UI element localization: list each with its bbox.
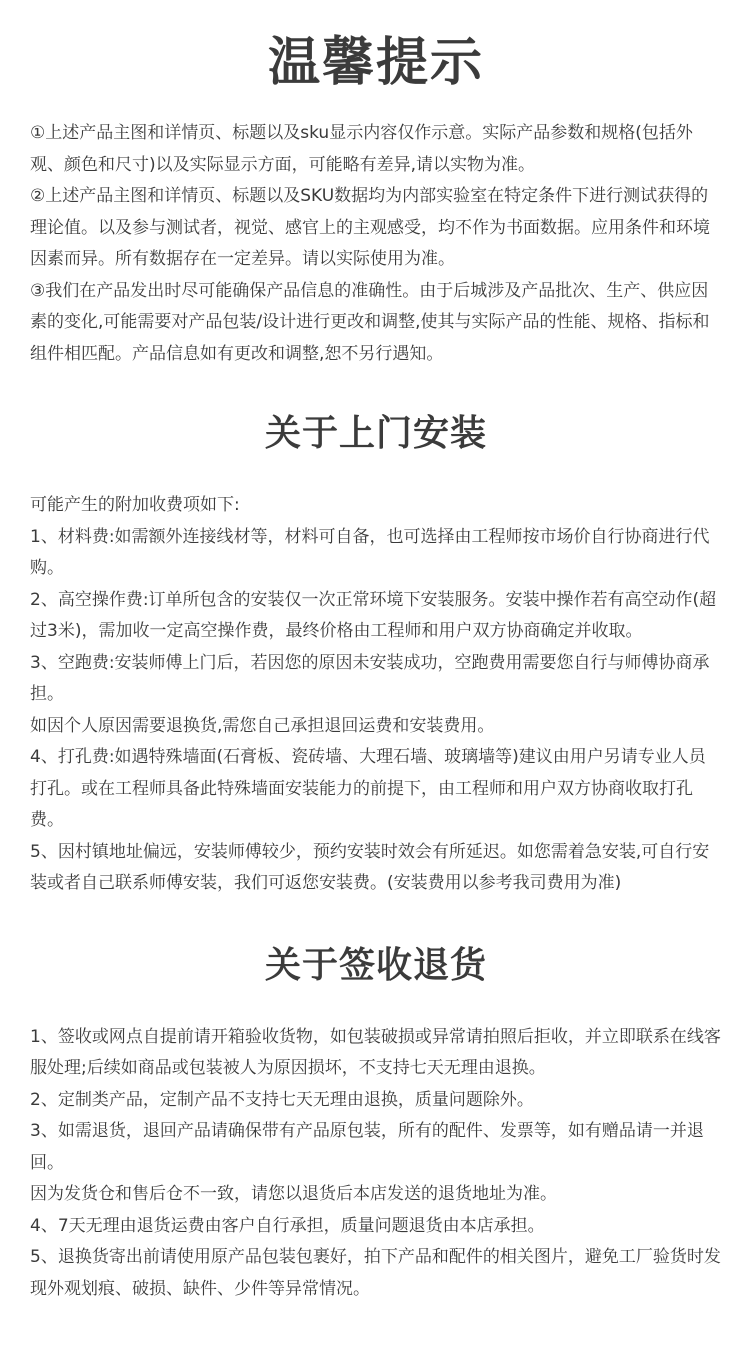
returns-paragraph: 1、签收或网点自提前请开箱验收货物，如包装破损或异常请拍照后拒收，并立即联系在线客服处理;后续如商品或包装被人为原因损坏，不支持七天无理由退换。: [30, 1026, 721, 1078]
install-section-title: 关于上门安装: [264, 413, 487, 454]
returns-paragraph: 2、定制类产品，定制产品不支持七天无理由退换，质量问题除外。: [30, 1089, 534, 1110]
install-paragraph: 4、打孔费:如遇特殊墙面(石膏板、瓷砖墙、大理石墙、玻璃墙等)建议由用户另请专业人员打孔。或在工程师具备此特殊墙面安装能力的前提下，由工程师和用户双方协商收取打孔费。: [30, 747, 706, 830]
notice-section: [30, 118, 722, 370]
returns-paragraph: 3、如需退货，退回产品请确保带有产品原包装，所有的配件、发票等，如有赠品请一并退回。: [30, 1121, 704, 1173]
returns-section-title: 关于签收退货: [264, 944, 487, 986]
install-paragraph: 2、高空操作费:订单所包含的安装仅一次正常环境下安装服务。安装中操作若有高空动作(超过3米)，需加收一定高空操作费，最终价格由工程师和用户双方协商确定并收取。: [30, 589, 717, 641]
notice-paragraph: ②上述产品主图和详情页、标题以及SKU数据均为内部实验室在特定条件下进行测试获得的理论值。以及参与测试者，视觉、感官上的主观感受，均不作为书面数据。应用条件和环境因素而异。所有数据存在一定差异。请以实际使用为准。: [30, 186, 710, 269]
notice-paragraph: ①上述产品主图和详情页、标题以及sku显示内容仅作示意。实际产品参数和规格(包括外观、颜色和尺寸)以及实际显示方面，可能略有差异,请以实物为准。: [30, 123, 693, 175]
returns-section: [30, 1022, 722, 1306]
install-paragraph: 如因个人原因需要退换货,需您自己承担退回运费和安装费用。: [30, 715, 495, 736]
returns-paragraph: 4、7天无理由退货运费由客户自行承担，质量问题退货由本店承担。: [30, 1215, 545, 1236]
install-paragraph: 可能产生的附加收费项如下:: [30, 495, 240, 515]
install-paragraph: 1、材料费:如需额外连接线材等，材料可自备，也可选择由工程师按市场价自行协商进行代购。: [30, 526, 710, 578]
notice-paragraph: ③我们在产品发出时尽可能确保产品信息的准确性。由于后城涉及产品批次、生产、供应因素的变化,可能需要对产品包装/设计进行更改和调整,使其与实际产品的性能、规格、指标和组件相匹配。产品信息如有更改和调整,恕不另行遇知。: [30, 280, 710, 364]
install-paragraph: 5、因村镇地址偏远，安装师傅较少，预约安装时效会有所延迟。如您需着急安装,可自行安装或者自己联系师傅安装，我们可返您安装费。(安装费用以参考我司费用为准): [30, 841, 710, 893]
page-title: 温馨提示: [267, 33, 484, 93]
install-paragraph: 3、空跑费:安装师傅上门后，若因您的原因未安装成功，空跑费用需要您自行与师傅协商承担。: [30, 652, 710, 704]
returns-paragraph: 因为发货仓和售后仓不一致，请您以退货后本店发送的退货地址为准。: [30, 1184, 557, 1204]
returns-paragraph: 5、退换货寄出前请使用原产品包装包裹好，拍下产品和配件的相关图片，避免工厂验货时发现外观划痕、破损、缺件、少件等异常情况。: [30, 1247, 721, 1299]
install-section: [30, 490, 722, 900]
